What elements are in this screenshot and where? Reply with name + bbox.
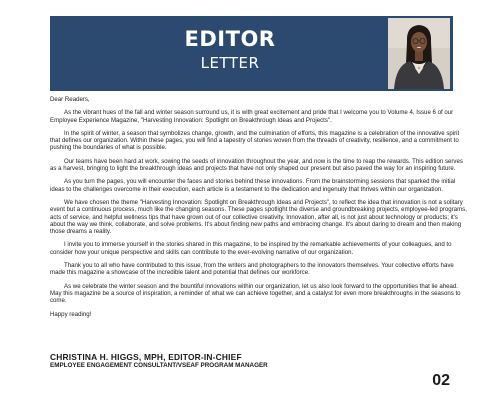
letter-paragraph: We have chosen the theme "Harvesting Innovation: Spotlight on Breakthrough Ideas and Projects", to reflect the idea that innovation is not a solitary event but a continuous process, much like the changing seasons. These pages spotlight the diverse and groundbreaking projects, employee-led programs, acts of service, and helpful wellness tips that have grown out of our collective creativity. Innovation, after all, is not just about technology or products; it's about the way we think, collaborate, and solve problems. It's about finding new paths and embracing change. It's about daring to dream and then making those dreams a reality. [50,198,467,236]
signature-role: EMPLOYEE ENGAGEMENT CONSULTANT/VSEAF PROGRAM MANAGER [50,362,268,369]
letter-paragraph: Our teams have been hard at work, sowing the seeds of innovation throughout the year, and now is the time to reap the rewards. This edition serves as a harvest, bringing to light the breakthrough ideas and projects that have not only shaped our present but also paved the way for an inspiring future. [50,157,463,173]
letter-paragraph: I invite you to immerse yourself in the stories shared in this magazine, to be inspired by the remarkable achievements of your colleagues, and to consider how your unique perspective and skills can contribute to the ever-evolving narrative of our organization. [50,241,452,256]
letter-paragraph: As the vibrant hues of the fall and winter season surround us, it is with great excitement and pride that I welcome you to Volume 4, Issue 6 of our Employee Experience Magazine, "Harvesting Innovation: Spotlight on Breakthrough Ideas and Projects". [50,109,454,124]
letter-paragraph: In the spirit of winter, a season that symbolizes change, growth, and the culmination of efforts, this magazine is a celebration of the innovative spirit that defines our organization. Within these pages, you will find a tapestry of stories woven from the threads of creativity, resilience, and a commitment to pushing the boundaries of what is possible. [50,129,460,152]
salutation: Dear Readers, [50,96,90,103]
editor-portrait-photo [388,18,450,89]
editor-letter-body [50,96,468,324]
letter-paragraph: As we celebrate the winter season and the bountiful innovations within our organization, let us also look forward to the opportunities that lie ahead. May this magazine be a source of inspiration, a reminder of what we can achieve together, and a catalyst for even more breakthroughs in the seasons to come. [50,282,461,305]
header-banner [50,16,453,91]
letter-paragraph: Thank you to all who have contributed to this issue, from the writers and photographers to the innovators themselves. Your collective efforts have made this magazine a showcase of the incredible talent and potential that defines our workforce. [50,262,454,277]
portrait-illustration [388,18,450,89]
signature-name: CHRISTINA H. HIGGS, MPH, EDITOR-IN-CHIEF [50,352,242,362]
letter-paragraph: As you turn the pages, you will encounter the faces and stories behind these innovations. From the brainstorming sessions that sparked the initial ideas to the challenges overcome in their execution, each article is a testament to the dedication and ingenuity that thrives within our organization. [50,178,456,193]
closing-line: Happy reading! [50,310,92,318]
page-number: 02 [432,372,450,389]
banner-title: EDITOR [184,27,276,51]
banner-subtitle: LETTER [200,54,260,72]
